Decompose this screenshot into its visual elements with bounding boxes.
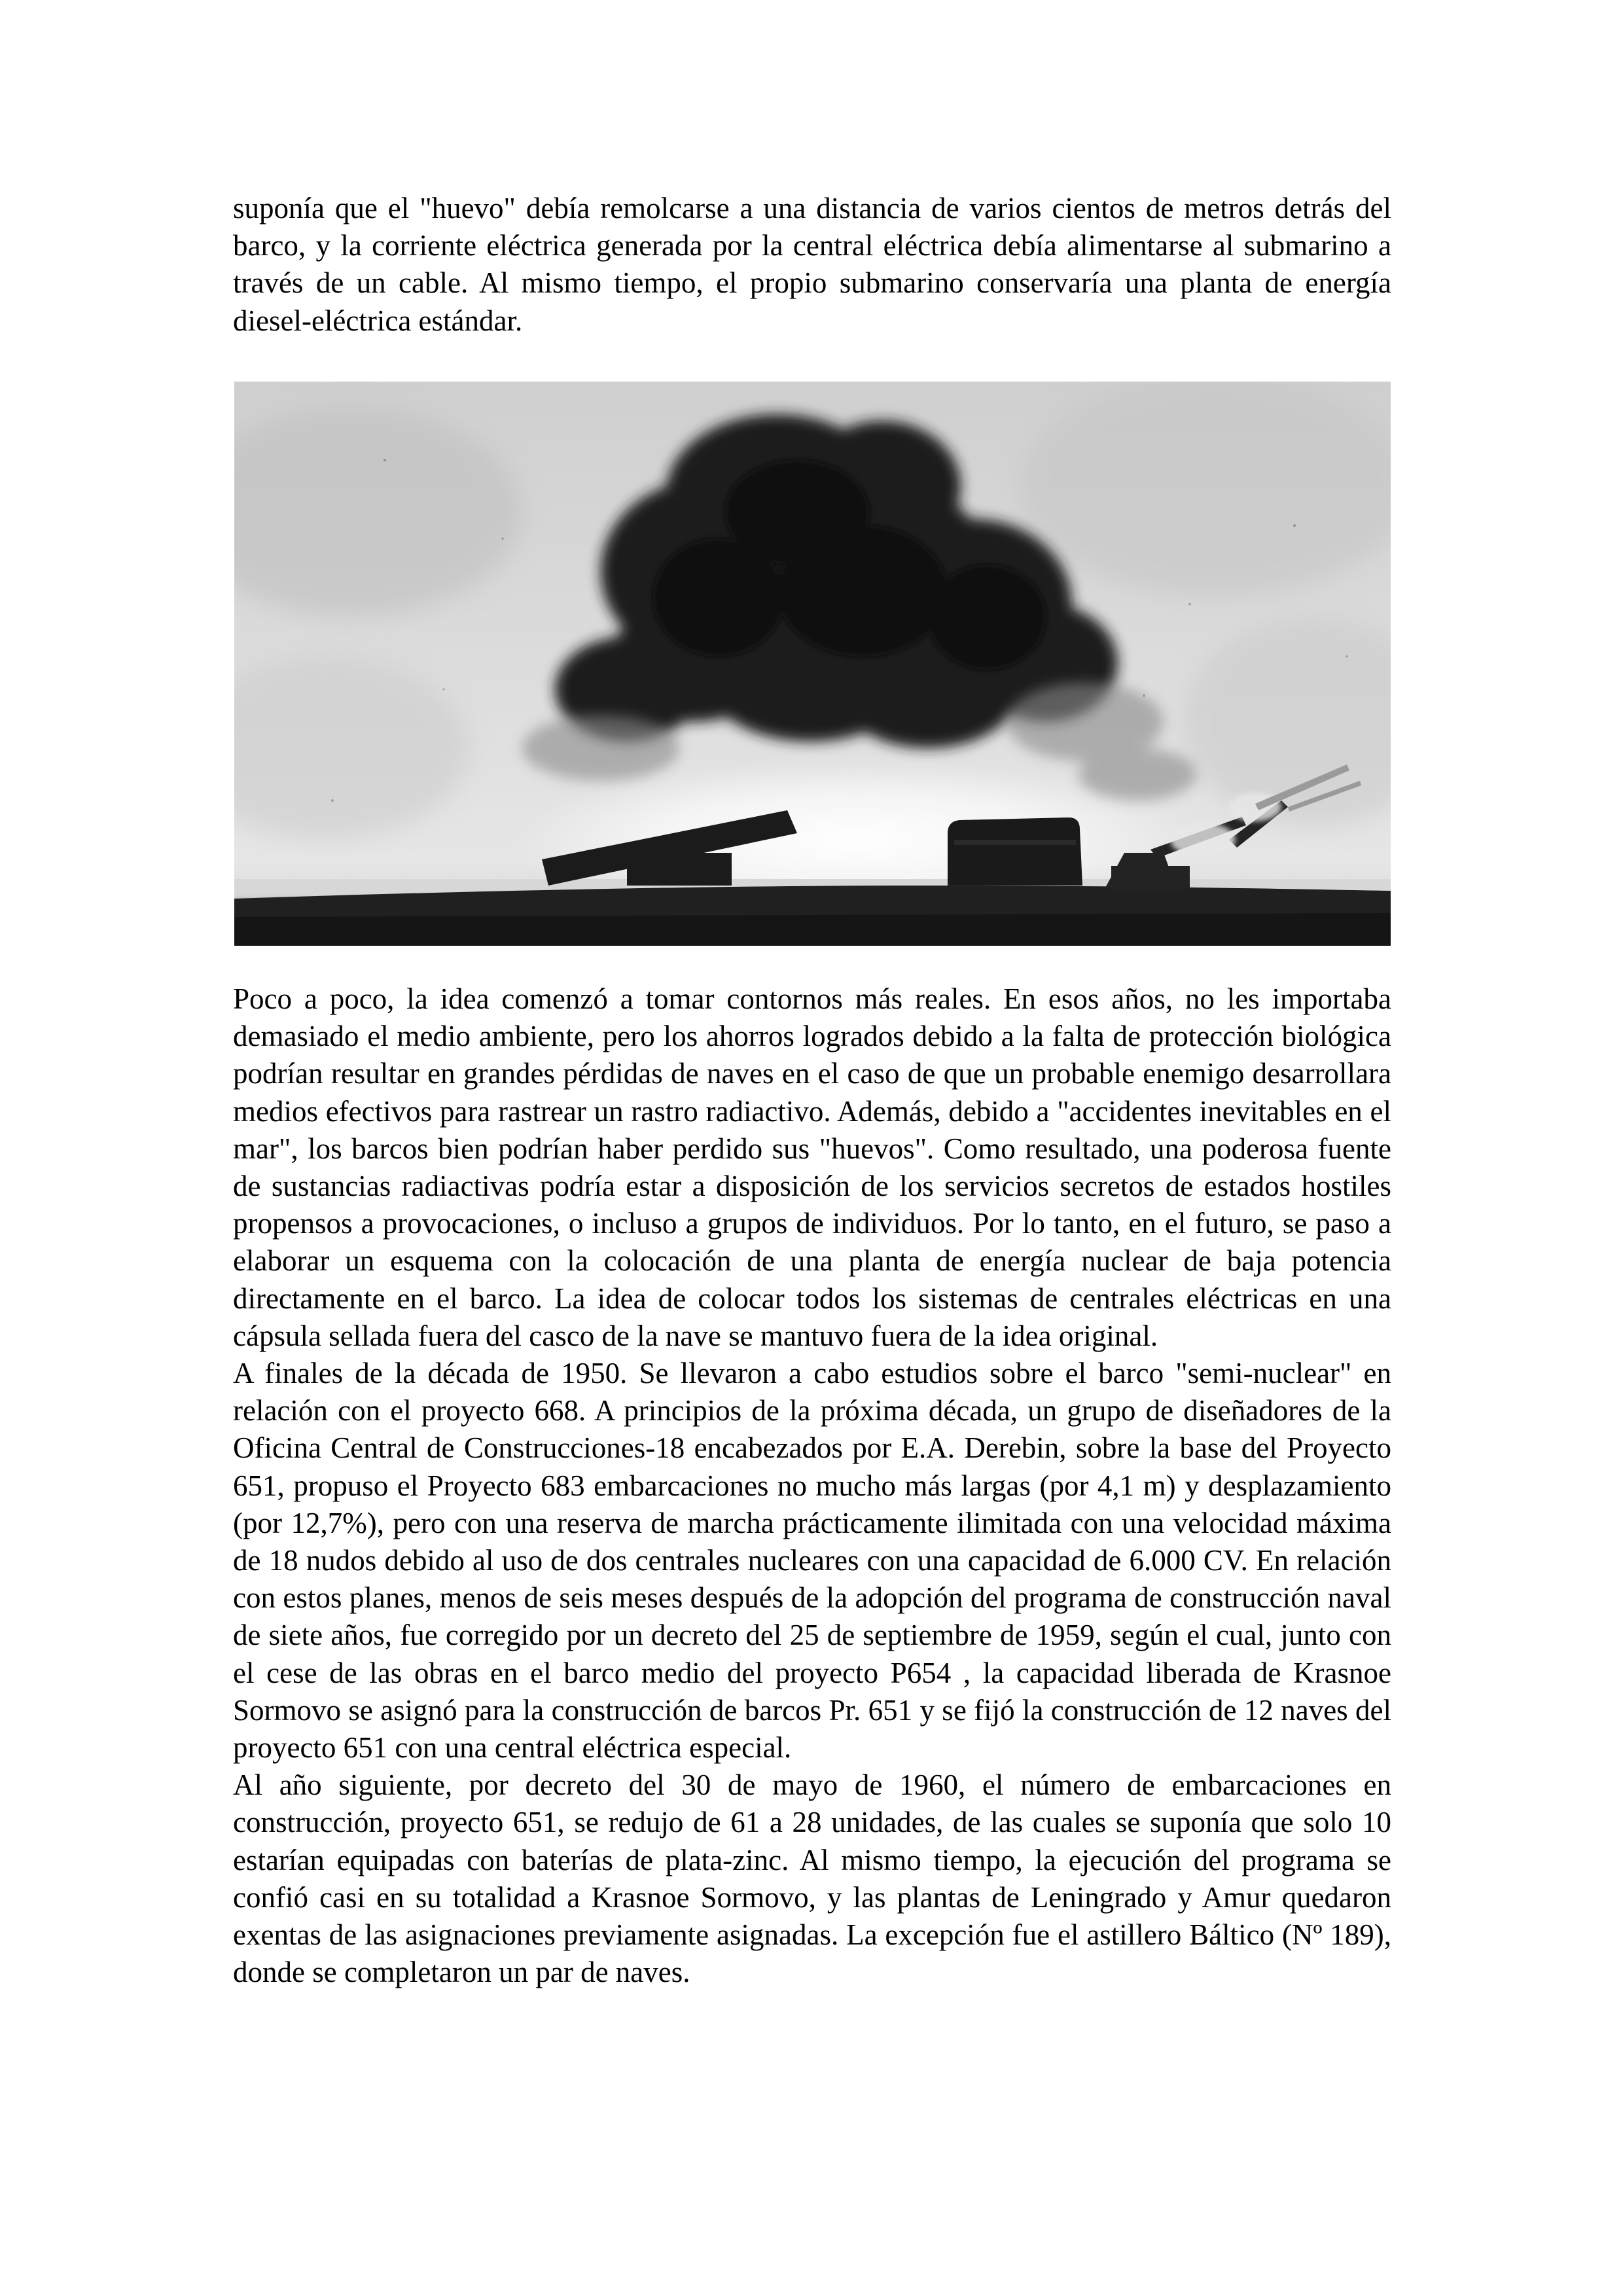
text-block-bottom xyxy=(233,980,1391,1991)
paragraph-top: suponía que el "huevo" debía remolcarse a una distancia de varios cientos de metros detrás del barco, y la corriente eléctrica generada por la central eléctrica debía alimentarse al submarino a través de un cable. Al mismo tiempo, el propio submarino conservaría una planta de energía diesel-eléctrica estándar. xyxy=(233,192,1391,337)
paragraph-3: Al año siguiente, por decreto del 30 de mayo de 1960, el número de embarcaciones en construcción, proyecto 651, se redujo de 61 a 28 unidades, de las cuales se suponía que solo 10 estarían equipadas con baterías de plata-zinc. Al mismo tiempo, la ejecución del programa se confió casi en su totalidad a Krasnoe Sormovo, y las plantas de Leningrado y Amur quedaron exentas de las asignaciones previamente asignadas. La excepción fue el astillero Báltico (Nº 189), donde se completaron un par de naves. xyxy=(233,1768,1391,1989)
paragraph-1: Poco a poco, la idea comenzó a tomar contornos más reales. En esos años, no les importaba demasiado el medio ambiente, pero los ahorros logrados debido a la falta de protección biológica podrían resultar en grandes pérdidas de naves en el caso de que un probable enemigo desarrollara medios efectivos para rastrear un rastro radiactivo. Además, debido a "accidentes inevitables en el mar", los barcos bien podrían haber perdido sus "huevos". Como resultado, una poderosa fuente de sustancias radiactivas podría estar a disposición de los servicios secretos de estados hostiles propensos a provocaciones, o incluso a grupos de individuos. Por lo tanto, en el futuro, se paso a elaborar un esquema con la colocación de una planta de energía nuclear de baja potencia directamente en el barco. La idea de colocar todos los sistemas de centrales eléctricas en una cápsula sellada fuera del casco de la nave se mantuvo fuera de la idea original. xyxy=(233,982,1391,1352)
photo-illustration xyxy=(234,382,1391,946)
submarine-explosion-photo xyxy=(234,382,1391,946)
text-block-top xyxy=(233,190,1391,340)
paragraph-2: A finales de la década de 1950. Se llevaron a cabo estudios sobre el barco "semi-nuclear" en relación con el proyecto 668. A principios de la próxima década, un grupo de diseñadores de la Oficina Central de Construcciones-18 encabezados por E.A. Derebin, sobre la base del Proyecto 651, propuso el Proyecto 683 embarcaciones no mucho más largas (por 4,1 m) y desplazamiento (por 12,7%), pero con una reserva de marcha prácticamente ilimitada con una velocidad máxima de 18 nudos debido al uso de dos centrales nucleares con una capacidad de 6.000 CV. En relación con estos planes, menos de seis meses después de la adopción del programa de construcción naval de siete años, fue corregido por un decreto del 25 de septiembre de 1959, según el cual, junto con el cese de las obras en el barco medio del proyecto P654 , la capacidad liberada de Krasnoe Sormovo se asignó para la construcción de barcos Pr. 651 y se fijó la construcción de 12 naves del proyecto 651 con una central eléctrica especial. xyxy=(233,1357,1391,1765)
